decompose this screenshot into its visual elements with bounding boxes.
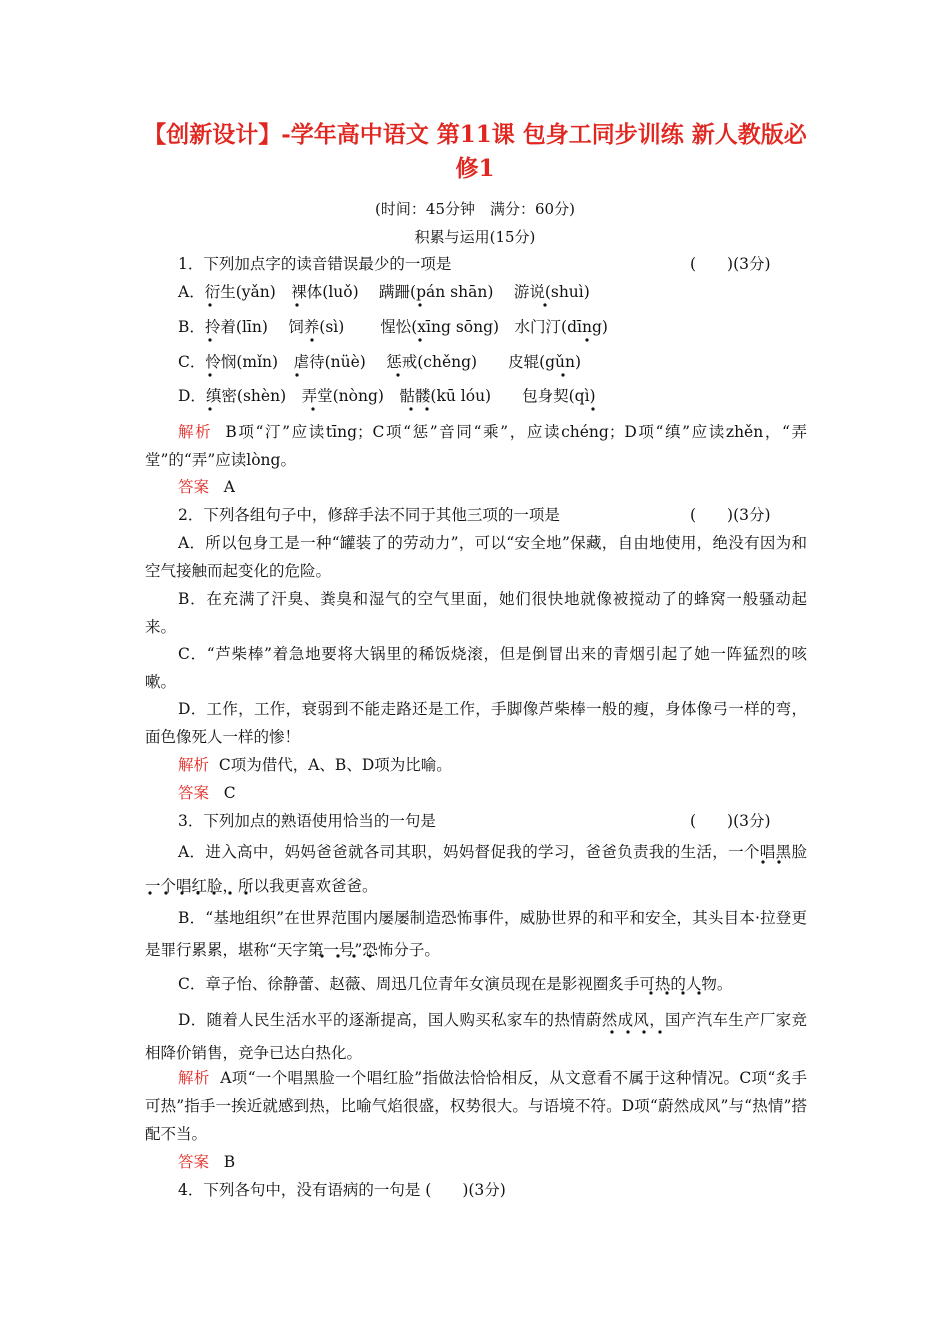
q2-answer-value: C — [223, 784, 236, 802]
q1-analysis-label: 解析 — [178, 423, 213, 441]
q1-option-d: D．缜密(shèn) 弄堂(nòng) 骷髅(kū lóu) 包身契(qì) — [178, 387, 596, 405]
q1-score: ( )(3分) — [690, 255, 771, 273]
title-line-1: 【创新设计】-学年高中语文 第11课 包身工同步训练 新人教版必 — [143, 121, 807, 148]
q2-analysis — [178, 755, 452, 775]
section-heading: 积累与运用(15分) — [414, 228, 536, 246]
q2-analysis-text: C项为借代，A、B、D项为比喻。 — [218, 756, 452, 774]
q3-option-b: B．“基地组织”在世界范围内屡屡制造恐怖事件，威胁世界的和平和安全，其头目本·拉登更是罪行累累，堪称“天字第一号”恐怖分子。 — [145, 909, 807, 959]
q3-option-c: C．章子怡、徐静蕾、赵薇、周迅几位青年女演员现在是影视圈炙手可热的人物。 — [178, 975, 733, 993]
q2-analysis-label: 解析 — [178, 756, 210, 774]
q2-option-b: B．在充满了汗臭、粪臭和湿气的空气里面，她们很快地就像被搅动了的蜂窝一般骚动起来。 — [145, 590, 807, 636]
q3-answer-label: 答案 — [178, 1153, 210, 1171]
q1-option-c: C．怜悯(mǐn) 虐待(nüè) 惩戒(chěng) 皮辊(gǔn) — [178, 353, 582, 371]
q3-analysis-label: 解析 — [178, 1069, 210, 1087]
q1-answer — [178, 477, 235, 497]
q3-score: ( )(3分) — [690, 812, 771, 830]
q3-answer — [178, 1152, 235, 1172]
q2-option-d: D．工作，工作，衰弱到不能走路还是工作，手脚像芦柴棒一般的瘦，身体像弓一样的弯，面色像死人一样的惨！ — [145, 700, 807, 746]
title-line-2: 修1 — [455, 155, 495, 182]
q1-option-b: B．拎着(līn) 饲养(sì) 惺忪(xīng sōng) 水门汀(dīng) — [178, 318, 608, 336]
q2-option-c: C．“芦柴棒”着急地要将大锅里的稀饭烧滚，但是倒冒出来的青烟引起了她一阵猛烈的咳嗽。 — [145, 645, 807, 691]
q1-analysis — [145, 418, 807, 474]
q3-analysis-text: A项“一个唱黑脸一个唱红脸”指做法恰恰相反，从文意看不属于这种情况。C项“炙手可热”指手一挨近就感到热，比喻气焰很盛，权势很大。与语境不符。D项“蔚然成风”与“热情”搭配不当。 — [145, 1069, 807, 1143]
time-info: (时间：45分钟 满分：60分) — [375, 200, 575, 218]
q1-answer-value: A — [223, 478, 235, 496]
q4-stem: 4．下列各句中，没有语病的一句是 ( )(3分) — [178, 1181, 506, 1199]
q2-stem: 2．下列各组句子中，修辞手法不同于其他三项的一项是 — [178, 506, 560, 524]
q2-answer-label: 答案 — [178, 784, 210, 802]
q3-option-d: D．随着人民生活水平的逐渐提高，国人购买私家车的热情蔚然成风，国产汽车生产厂家竞相降价销售，竞争已达白热化。 — [145, 1011, 807, 1062]
q3-analysis — [145, 1064, 807, 1148]
q2-option-a: A．所以包身工是一种“罐装了的劳动力”，可以“安全地”保藏，自由地使用，绝没有因为和空气接触而起变化的危险。 — [145, 534, 807, 580]
q2-answer — [178, 783, 236, 803]
q3-answer-value: B — [223, 1153, 236, 1171]
q1-answer-label: 答案 — [178, 478, 210, 496]
q1-stem: 1．下列加点字的读音错误最少的一项是 — [178, 255, 452, 273]
q1-analysis-text: B项“汀”应读tīng；C项“惩”音同“乘”，应读chéng；D项“缜”应读zhěn，“弄堂”的“弄”应读lòng。 — [145, 423, 807, 469]
q1-option-a: A．衍生(yǎn) 裸体(luǒ) 蹒跚(pán shān) 游说(shuì) — [178, 283, 590, 301]
q2-score: ( )(3分) — [690, 506, 771, 524]
q3-option-a: A．进入高中，妈妈爸爸就各司其职，妈妈督促我的学习，爸爸负责我的生活，一个唱黑脸一个唱红脸，所以我更喜欢爸爸。 — [145, 843, 807, 895]
q3-stem: 3．下列加点的熟语使用恰当的一句是 — [178, 812, 436, 830]
